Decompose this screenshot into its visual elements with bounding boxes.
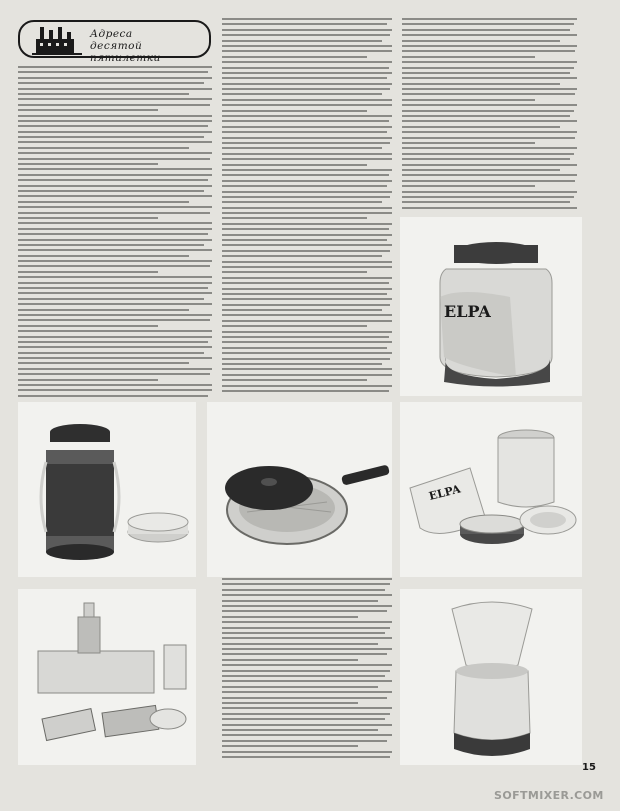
- text-line: [18, 115, 212, 117]
- text-line: [222, 61, 392, 63]
- text-line: [18, 168, 212, 170]
- text-line: [18, 368, 212, 370]
- text-line: [222, 288, 392, 290]
- text-line: [222, 347, 387, 349]
- text-line: [402, 50, 575, 52]
- text-line: [402, 67, 574, 69]
- text-line: [18, 82, 204, 84]
- text-line: [222, 304, 390, 306]
- text-line: [18, 93, 189, 95]
- text-line: [18, 319, 210, 321]
- text-line: [222, 336, 389, 338]
- text-line: [222, 196, 390, 198]
- text-line: [222, 578, 392, 580]
- text-line: [18, 362, 189, 364]
- text-line: [222, 713, 390, 715]
- text-line: [222, 643, 378, 645]
- text-line: [402, 153, 574, 155]
- text-line: [18, 66, 212, 68]
- text-line: [222, 104, 392, 106]
- text-line: [18, 303, 212, 305]
- text-line: [18, 163, 158, 165]
- text-line: [222, 314, 392, 316]
- text-line: [222, 627, 390, 629]
- text-line: [222, 23, 387, 25]
- text-line: [222, 174, 389, 176]
- section-header: [18, 20, 211, 64]
- text-line: [18, 384, 212, 386]
- text-column-left-top: [18, 66, 212, 400]
- text-line: [18, 212, 210, 214]
- text-line: [18, 341, 208, 343]
- text-line: [222, 707, 392, 709]
- text-line: [222, 594, 392, 596]
- text-line: [222, 18, 392, 20]
- text-line: [222, 261, 392, 263]
- text-line: [222, 180, 392, 182]
- text-line: [222, 282, 389, 284]
- text-line: [18, 104, 210, 106]
- text-line: [18, 325, 158, 327]
- text-line: [18, 282, 212, 284]
- text-line: [222, 185, 387, 187]
- text-line: [18, 158, 210, 160]
- text-line: [222, 126, 392, 128]
- text-column-middle-bottom: [222, 578, 392, 761]
- text-line: [18, 389, 212, 391]
- text-line: [402, 77, 577, 79]
- text-line: [222, 309, 382, 311]
- text-line: [222, 271, 367, 273]
- text-line: [18, 109, 158, 111]
- text-line: [222, 72, 392, 74]
- text-line: [222, 83, 392, 85]
- text-line: [222, 379, 367, 381]
- text-line: [18, 131, 212, 133]
- text-line: [402, 88, 577, 90]
- text-line: [222, 99, 392, 101]
- text-line: [222, 88, 390, 90]
- text-line: [18, 228, 212, 230]
- text-line: [222, 659, 358, 661]
- text-line: [222, 610, 387, 612]
- text-line: [18, 395, 208, 397]
- text-line: [222, 77, 387, 79]
- text-line: [222, 212, 392, 214]
- text-line: [18, 195, 212, 197]
- text-line: [402, 104, 577, 106]
- text-line: [222, 164, 367, 166]
- photo-thermos-bucket: [18, 402, 196, 577]
- text-line: [222, 29, 392, 31]
- text-line: [222, 729, 378, 731]
- elpa-set-label: ELPA: [427, 482, 462, 503]
- text-line: [222, 250, 390, 252]
- text-line: [402, 40, 560, 42]
- text-line: [402, 142, 535, 144]
- text-line: [222, 583, 390, 585]
- text-line: [402, 72, 570, 74]
- text-line: [402, 99, 535, 101]
- text-line: [222, 691, 392, 693]
- text-line: [18, 260, 212, 262]
- text-line: [18, 88, 212, 90]
- text-line: [18, 352, 204, 354]
- text-line: [222, 616, 358, 618]
- text-line: [18, 179, 208, 181]
- text-line: [18, 120, 212, 122]
- text-line: [222, 352, 392, 354]
- text-line: [222, 50, 392, 52]
- text-line: [222, 153, 392, 155]
- text-line: [222, 142, 390, 144]
- text-line: [222, 293, 387, 295]
- text-line: [222, 131, 387, 133]
- text-line: [222, 228, 389, 230]
- text-line: [222, 751, 392, 753]
- text-line: [222, 266, 392, 268]
- text-line: [222, 169, 392, 171]
- text-line: [402, 164, 577, 166]
- text-line: [18, 287, 208, 289]
- text-line: [222, 137, 392, 139]
- text-line: [18, 98, 212, 100]
- text-line: [222, 653, 387, 655]
- text-line: [18, 336, 212, 338]
- text-line: [222, 385, 392, 387]
- text-line: [222, 223, 392, 225]
- text-line: [18, 249, 212, 251]
- text-line: [402, 83, 560, 85]
- text-line: [402, 196, 574, 198]
- text-line: [222, 234, 392, 236]
- photo-elpa-set: [400, 402, 582, 577]
- text-line: [18, 309, 189, 311]
- text-line: [18, 233, 208, 235]
- photo-frying-pan: [207, 402, 392, 577]
- text-line: [18, 201, 189, 203]
- text-line: [402, 185, 535, 187]
- text-line: [222, 680, 392, 682]
- text-line: [222, 277, 392, 279]
- text-line: [402, 207, 577, 209]
- text-line: [222, 325, 367, 327]
- text-line: [402, 126, 560, 128]
- text-line: [222, 34, 390, 36]
- photo-vegetable-slicer: [18, 589, 196, 765]
- text-line: [222, 110, 367, 112]
- text-line: [222, 589, 385, 591]
- text-line: [18, 314, 212, 316]
- photo-elpa-jar-open: [400, 589, 582, 765]
- text-line: [18, 244, 204, 246]
- text-line: [18, 174, 212, 176]
- text-line: [18, 271, 158, 273]
- watermark: SOFTMIXER.COM: [494, 789, 604, 802]
- photo-elpa-thermos-jar: [400, 217, 582, 396]
- text-line: [222, 45, 392, 47]
- text-line: [402, 45, 577, 47]
- text-line: [222, 358, 390, 360]
- text-line: [18, 379, 158, 381]
- text-line: [18, 373, 210, 375]
- text-line: [222, 697, 387, 699]
- text-line: [222, 632, 385, 634]
- text-line: [222, 718, 385, 720]
- text-line: [222, 368, 392, 370]
- text-line: [222, 734, 392, 736]
- text-line: [222, 600, 378, 602]
- text-line: [402, 169, 560, 171]
- text-line: [222, 191, 392, 193]
- text-line: [222, 115, 392, 117]
- text-line: [18, 147, 189, 149]
- text-line: [402, 191, 577, 193]
- text-line: [18, 77, 212, 79]
- text-line: [18, 136, 204, 138]
- text-line: [222, 664, 392, 666]
- text-line: [402, 34, 577, 36]
- text-line: [18, 152, 212, 154]
- text-line: [18, 255, 189, 257]
- page-number: 15: [582, 762, 596, 773]
- section-title-line1: Адреса: [90, 28, 133, 40]
- text-line: [18, 292, 212, 294]
- text-line: [18, 330, 212, 332]
- text-line: [222, 390, 389, 392]
- text-line: [402, 61, 577, 63]
- text-line: [222, 120, 389, 122]
- text-line: [222, 724, 392, 726]
- text-line: [402, 158, 570, 160]
- text-line: [222, 147, 382, 149]
- text-line: [222, 341, 392, 343]
- text-line: [402, 29, 570, 31]
- text-line: [402, 147, 577, 149]
- text-line: [222, 702, 358, 704]
- text-line: [222, 244, 392, 246]
- text-line: [18, 125, 208, 127]
- text-line: [222, 637, 392, 639]
- text-line: [222, 745, 358, 747]
- text-column-middle: [222, 18, 392, 395]
- text-line: [18, 222, 212, 224]
- text-line: [222, 67, 389, 69]
- text-line: [222, 670, 390, 672]
- text-line: [18, 357, 212, 359]
- text-line: [402, 120, 577, 122]
- text-line: [402, 18, 577, 20]
- text-line: [222, 239, 387, 241]
- section-title: [90, 28, 208, 64]
- text-line: [222, 756, 390, 758]
- text-line: [402, 174, 577, 176]
- text-line: [402, 115, 570, 117]
- text-line: [222, 740, 387, 742]
- text-line: [222, 298, 392, 300]
- text-line: [222, 621, 392, 623]
- text-line: [222, 675, 385, 677]
- text-line: [402, 131, 577, 133]
- text-line: [18, 217, 158, 219]
- text-line: [18, 298, 204, 300]
- text-line: [18, 190, 204, 192]
- text-column-right: [402, 18, 577, 212]
- text-line: [222, 207, 392, 209]
- text-line: [222, 201, 382, 203]
- text-line: [222, 217, 367, 219]
- text-line: [222, 255, 382, 257]
- text-line: [18, 141, 212, 143]
- text-line: [402, 201, 570, 203]
- text-line: [222, 320, 392, 322]
- text-line: [18, 239, 212, 241]
- text-line: [222, 331, 392, 333]
- text-line: [402, 56, 535, 58]
- text-line: [222, 374, 392, 376]
- text-line: [222, 93, 382, 95]
- text-line: [402, 93, 575, 95]
- text-line: [222, 605, 392, 607]
- text-line: [222, 56, 367, 58]
- text-line: [402, 180, 575, 182]
- text-line: [222, 686, 378, 688]
- text-line: [18, 265, 210, 267]
- text-line: [222, 158, 392, 160]
- text-line: [18, 206, 212, 208]
- text-line: [18, 346, 212, 348]
- section-title-line2: десятой пятилетки: [90, 40, 161, 64]
- text-line: [222, 648, 392, 650]
- factory-icon: [32, 25, 82, 55]
- text-line: [18, 276, 212, 278]
- text-line: [18, 185, 212, 187]
- text-line: [222, 363, 382, 365]
- text-line: [18, 71, 208, 73]
- text-line: [402, 110, 574, 112]
- text-line: [222, 40, 382, 42]
- elpa-label: ELPA: [444, 302, 491, 321]
- text-line: [402, 23, 574, 25]
- text-line: [402, 137, 575, 139]
